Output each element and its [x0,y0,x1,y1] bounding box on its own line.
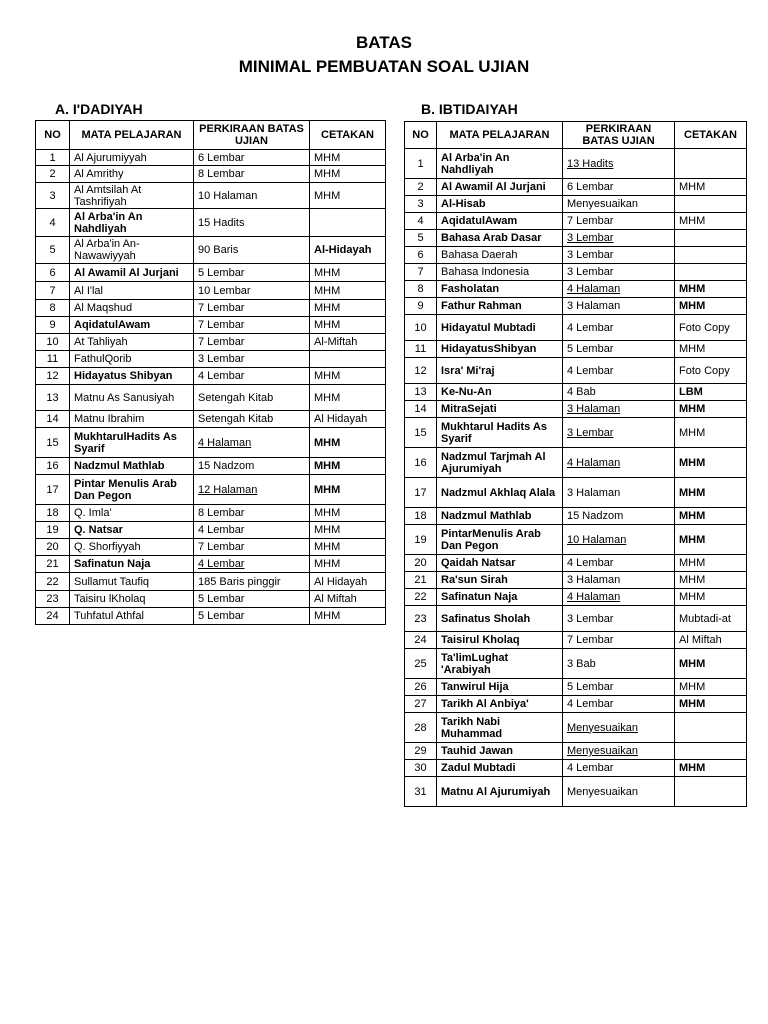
table-row [405,196,747,213]
row-no: 25 [405,649,437,679]
row-print: Al Miftah [675,632,747,649]
row-no: 20 [36,539,70,556]
table-row [36,539,386,556]
row-print: MHM [310,385,386,411]
row-limit: 15 Nadzom [194,458,310,475]
row-print: MHM [675,179,747,196]
row-no: 9 [36,317,70,334]
row-limit: 12 Halaman [194,475,310,505]
row-subject: Al Awamil Al Jurjani [70,264,194,282]
table-row [405,149,747,179]
row-print: MHM [675,281,747,298]
row-print: MHM [675,679,747,696]
row-limit: Setengah Kitab [194,385,310,411]
row-print: MHM [310,475,386,505]
table-row [405,525,747,555]
row-limit: 5 Lembar [194,608,310,625]
row-no: 6 [405,247,437,264]
row-subject: Bahasa Daerah [437,247,563,264]
table-row [405,589,747,606]
row-limit: 10 Halaman [194,183,310,209]
row-no: 2 [405,179,437,196]
header-no: NO [405,122,437,149]
row-no: 20 [405,555,437,572]
row-limit: 5 Lembar [563,679,675,696]
table-row [36,385,386,411]
row-limit: 3 Lembar [563,247,675,264]
row-no: 13 [36,385,70,411]
row-limit: 5 Lembar [563,341,675,358]
row-print: MHM [675,341,747,358]
table-row [405,247,747,264]
row-no: 17 [405,478,437,508]
table-row [36,237,386,264]
table-row [405,401,747,418]
row-no: 22 [36,573,70,591]
table-row [405,777,747,807]
row-subject: At Tahliyah [70,334,194,351]
row-print: MHM [310,556,386,573]
table-row [36,351,386,368]
table-row [405,649,747,679]
table-row [36,556,386,573]
row-limit: 10 Halaman [563,525,675,555]
row-no: 28 [405,713,437,743]
row-limit: 4 Lembar [194,522,310,539]
row-print: MHM [310,522,386,539]
row-limit: 7 Lembar [194,539,310,556]
row-limit: 3 Lembar [563,606,675,632]
row-print: MHM [675,298,747,315]
row-subject: Safinatun Naja [70,556,194,573]
row-limit: 15 Hadits [194,209,310,237]
row-limit: 4 Lembar [563,555,675,572]
table-idadiyah [35,120,386,625]
table-row [405,341,747,358]
row-subject: Matnu As Sanusiyah [70,385,194,411]
table-row [36,368,386,385]
row-print: Al Hidayah [310,573,386,591]
row-print: MHM [310,505,386,522]
header-no: NO [36,121,70,150]
row-no: 16 [405,448,437,478]
table-row [405,281,747,298]
row-print: MHM [675,508,747,525]
row-print: MHM [675,589,747,606]
row-subject: Q. Shorfiyyah [70,539,194,556]
row-no: 29 [405,743,437,760]
row-print: LBM [675,384,747,401]
row-subject: Al Arba'in An Nahdliyah [437,149,563,179]
row-limit: 10 Lembar [194,282,310,300]
row-subject: Fathur Rahman [437,298,563,315]
table-row [36,209,386,237]
row-no: 31 [405,777,437,807]
row-limit: 8 Lembar [194,166,310,183]
row-subject: Qaidah Natsar [437,555,563,572]
row-no: 24 [36,608,70,625]
row-subject: MukhtarulHadits As Syarif [70,428,194,458]
table-header-row [36,121,386,150]
row-subject: Q. Natsar [70,522,194,539]
table-row [36,166,386,183]
row-no: 9 [405,298,437,315]
row-no: 15 [36,428,70,458]
row-limit: 4 Halaman [563,589,675,606]
row-no: 14 [36,411,70,428]
page-title: BATAS [355,33,413,52]
table-row [405,358,747,384]
row-subject: Matnu Al Ajurumiyah [437,777,563,807]
row-subject: Bahasa Indonesia [437,264,563,281]
row-limit: 4 Bab [563,384,675,401]
row-subject: Fasholatan [437,281,563,298]
row-subject: HidayatusShibyan [437,341,563,358]
row-no: 15 [405,418,437,448]
row-no: 30 [405,760,437,777]
row-no: 18 [36,505,70,522]
row-subject: Sullamut Taufiq [70,573,194,591]
header-mata-pelajaran: MATA PELAJARAN [70,121,194,150]
row-print [675,713,747,743]
page-subtitle: MINIMAL PEMBUATAN SOAL UJIAN [238,57,530,76]
row-no: 23 [36,591,70,608]
table-row [36,411,386,428]
row-no: 4 [405,213,437,230]
row-print: MHM [675,525,747,555]
row-subject: Pintar Menulis Arab Dan Pegon [70,475,194,505]
row-subject: Tarikh Nabi Muhammad [437,713,563,743]
row-no: 19 [405,525,437,555]
row-limit: 5 Lembar [194,591,310,608]
row-print: MHM [310,428,386,458]
row-print: Al Hidayah [310,411,386,428]
table-row [36,505,386,522]
row-subject: Hidayatul Mubtadi [437,315,563,341]
row-limit: 4 Halaman [563,281,675,298]
row-print: MHM [310,539,386,556]
table-row [405,508,747,525]
row-limit: Setengah Kitab [194,411,310,428]
table-row [405,418,747,448]
table-row [405,606,747,632]
row-print [675,196,747,213]
row-print: MHM [675,760,747,777]
table-row [405,384,747,401]
row-subject: Al Awamil Al Jurjani [437,179,563,196]
table-row [36,573,386,591]
table-row [36,591,386,608]
row-no: 18 [405,508,437,525]
row-subject: Hidayatus Shibyan [70,368,194,385]
row-print: MHM [675,401,747,418]
row-no: 12 [36,368,70,385]
table-row [36,522,386,539]
row-print: Mubtadi-at [675,606,747,632]
row-no: 27 [405,696,437,713]
row-limit: 7 Lembar [194,300,310,317]
row-subject: AqidatulAwam [70,317,194,334]
row-subject: Mukhtarul Hadits As Syarif [437,418,563,448]
table-header-row [405,122,747,149]
row-no: 1 [36,150,70,166]
row-limit: 3 Lembar [563,230,675,247]
row-subject: Taisirul Kholaq [437,632,563,649]
section-b-heading: B. IBTIDAIYAH [421,101,518,117]
row-subject: Tarikh Al Anbiya' [437,696,563,713]
row-no: 13 [405,384,437,401]
row-print: MHM [310,150,386,166]
row-no: 11 [36,351,70,368]
row-limit: 15 Nadzom [563,508,675,525]
row-limit: 8 Lembar [194,505,310,522]
row-limit: 4 Lembar [194,368,310,385]
row-print: MHM [675,213,747,230]
table-row [405,572,747,589]
row-print: Al-Hidayah [310,237,386,264]
row-no: 23 [405,606,437,632]
table-row [405,315,747,341]
row-limit: 4 Halaman [194,428,310,458]
row-subject: Al I'lal [70,282,194,300]
row-limit: 3 Halaman [563,298,675,315]
row-limit: Menyesuaikan [563,743,675,760]
row-subject: Taisiru lKholaq [70,591,194,608]
row-subject: Matnu Ibrahim [70,411,194,428]
table-row [36,150,386,166]
table-row [405,743,747,760]
row-subject: Tauhid Jawan [437,743,563,760]
row-no: 24 [405,632,437,649]
row-limit: 4 Lembar [563,315,675,341]
table-row [36,264,386,282]
row-subject: Al-Hisab [437,196,563,213]
table-row [405,264,747,281]
row-limit: 4 Lembar [563,358,675,384]
row-no: 26 [405,679,437,696]
row-limit: 4 Lembar [194,556,310,573]
row-subject: Al Amrithy [70,166,194,183]
row-limit: 3 Halaman [563,572,675,589]
row-subject: AqidatulAwam [437,213,563,230]
header-mata-pelajaran: MATA PELAJARAN [437,122,563,149]
row-limit: 4 Lembar [563,696,675,713]
header-cetakan: CETAKAN [310,121,386,150]
row-subject: Tanwirul Hija [437,679,563,696]
row-subject: Ta'limLughat 'Arabiyah [437,649,563,679]
table-ibtidaiyah [404,121,747,807]
row-subject: Isra' Mi'raj [437,358,563,384]
row-subject: Nadzmul Akhlaq Alala [437,478,563,508]
row-no: 8 [36,300,70,317]
row-limit: 3 Lembar [563,264,675,281]
row-limit: 185 Baris pinggir [194,573,310,591]
table-row [36,475,386,505]
row-no: 11 [405,341,437,358]
row-subject: Safinatus Sholah [437,606,563,632]
row-subject: Bahasa Arab Dasar [437,230,563,247]
row-no: 1 [405,149,437,179]
row-limit: 4 Lembar [563,760,675,777]
row-no: 7 [36,282,70,300]
row-print [675,230,747,247]
row-limit: 7 Lembar [563,632,675,649]
row-limit: 4 Halaman [563,448,675,478]
header-perkiraan: PERKIRAAN BATAS UJIAN [194,121,310,150]
row-limit: 3 Halaman [563,478,675,508]
row-print: Foto Copy [675,358,747,384]
row-limit: Menyesuaikan [563,713,675,743]
row-no: 2 [36,166,70,183]
table-row [405,179,747,196]
table-row [36,608,386,625]
row-print: MHM [310,368,386,385]
row-print: MHM [310,282,386,300]
row-print: MHM [675,448,747,478]
row-print: MHM [675,555,747,572]
table-row [405,298,747,315]
row-print [310,209,386,237]
row-subject: Al Ajurumiyyah [70,150,194,166]
row-subject: Q. Imla' [70,505,194,522]
row-print: MHM [310,166,386,183]
row-no: 12 [405,358,437,384]
row-print [675,247,747,264]
header-cetakan: CETAKAN [675,122,747,149]
header-perkiraan: PERKIRAAN BATAS UJIAN [563,122,675,149]
row-print [675,149,747,179]
row-print: MHM [310,458,386,475]
row-limit: 7 Lembar [194,334,310,351]
row-no: 3 [405,196,437,213]
row-no: 10 [36,334,70,351]
row-print [675,777,747,807]
row-limit: 6 Lembar [194,150,310,166]
row-limit: 7 Lembar [194,317,310,334]
row-print: MHM [310,183,386,209]
table-row [36,428,386,458]
table-row [36,282,386,300]
row-limit: Menyesuaikan [563,777,675,807]
table-row [405,230,747,247]
row-no: 5 [405,230,437,247]
row-subject: Al Arba'in An Nahdliyah [70,209,194,237]
row-print: MHM [675,696,747,713]
row-no: 3 [36,183,70,209]
row-print: Al-Miftah [310,334,386,351]
table-row [36,183,386,209]
row-no: 16 [36,458,70,475]
row-subject: Nadzmul Mathlab [437,508,563,525]
row-subject: Safinatun Naja [437,589,563,606]
row-no: 21 [36,556,70,573]
row-print: MHM [310,264,386,282]
table-row [405,760,747,777]
row-print: Al Miftah [310,591,386,608]
row-subject: PintarMenulis Arab Dan Pegon [437,525,563,555]
table-row [405,696,747,713]
row-print [310,351,386,368]
table-row [405,478,747,508]
row-limit: 3 Lembar [563,418,675,448]
table-row [405,213,747,230]
row-subject: Nadzmul Mathlab [70,458,194,475]
row-no: 19 [36,522,70,539]
row-no: 22 [405,589,437,606]
row-no: 21 [405,572,437,589]
row-subject: Nadzmul Tarjmah Al Ajurumiyah [437,448,563,478]
row-print: MHM [675,418,747,448]
row-subject: Al Amtsilah At Tashrifiyah [70,183,194,209]
row-print: MHM [310,317,386,334]
row-limit: 5 Lembar [194,264,310,282]
row-subject: Ra'sun Sirah [437,572,563,589]
row-limit: 3 Lembar [194,351,310,368]
table-row [36,458,386,475]
row-subject: MitraSejati [437,401,563,418]
row-limit: 3 Bab [563,649,675,679]
row-no: 6 [36,264,70,282]
row-no: 10 [405,315,437,341]
row-subject: Al Arba'in An-Nawawiyyah [70,237,194,264]
table-row [405,632,747,649]
row-limit: 7 Lembar [563,213,675,230]
row-print [675,264,747,281]
row-subject: Ke-Nu-An [437,384,563,401]
row-limit: 6 Lembar [563,179,675,196]
table-row [405,555,747,572]
row-print: Foto Copy [675,315,747,341]
row-no: 7 [405,264,437,281]
section-a-heading: A. I'DADIYAH [55,101,143,117]
row-no: 17 [36,475,70,505]
table-row [405,679,747,696]
row-subject: Tuhfatul Athfal [70,608,194,625]
row-limit: 3 Halaman [563,401,675,418]
table-row [405,448,747,478]
table-row [405,713,747,743]
row-no: 4 [36,209,70,237]
table-row [36,300,386,317]
row-no: 8 [405,281,437,298]
row-print [675,743,747,760]
row-print: MHM [675,649,747,679]
row-print: MHM [310,300,386,317]
row-print: MHM [675,478,747,508]
table-row [36,334,386,351]
row-print: MHM [675,572,747,589]
row-limit: 13 Hadits [563,149,675,179]
row-print: MHM [310,608,386,625]
row-subject: FathulQorib [70,351,194,368]
table-row [36,317,386,334]
row-no: 5 [36,237,70,264]
row-limit: 90 Baris [194,237,310,264]
row-subject: Al Maqshud [70,300,194,317]
row-no: 14 [405,401,437,418]
row-subject: Zadul Mubtadi [437,760,563,777]
row-limit: Menyesuaikan [563,196,675,213]
